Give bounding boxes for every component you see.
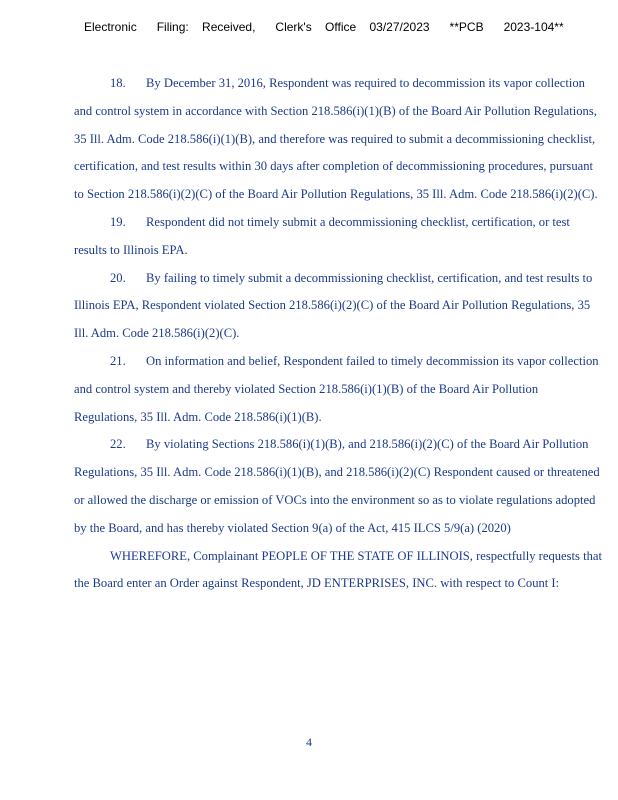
document-body <box>74 70 604 598</box>
paragraph-number: 21. <box>110 353 126 368</box>
paragraph-18 <box>74 70 604 209</box>
paragraph-22 <box>74 431 604 542</box>
page-number: 4 <box>306 735 312 749</box>
paragraph-text: On information and belief, Respondent failed to timely decommission its vapor collection and control system and thereby violated Section 218.586(i)(1)(B) of the Board Air Pollution Regulations, 35 Ill. Adm. Code 218.586(i)(1)(B). <box>74 353 599 424</box>
paragraph-text: Respondent did not timely submit a decommissioning checklist, certification, or test results to Illinois EPA. <box>74 214 570 257</box>
paragraph-number: 18. <box>110 76 126 90</box>
paragraph-text: By violating Sections 218.586(i)(1)(B), and 218.586(i)(2)(C) of the Board Air Pollution Regulations, 35 Ill. Adm. Code 218.586(i)(1)(B), and 218.586(i)(2)(C) Respondent caused or threatened or allowed the discharge or emission of VOCs into the environment so as to violate regulations adopted by the Board, and has thereby violated Section 9(a) of the Act, 415 ILCS 5/9(a) (2020) <box>74 437 600 535</box>
paragraph-19 <box>74 209 604 265</box>
paragraph-20 <box>74 265 604 348</box>
paragraph-text: By December 31, 2016, Respondent was required to decommission its vapor collection and control system in accordance with Section 218.586(i)(1)(B) of the Board Air Pollution Regulations, 35 Ill. Adm. Code 218.586(i)(1)(B), and therefore was required to submit a decommissioning checklist, certification, and test results within 30 days after completion of decommissioning procedures, pursuant to Section 218.586(i)(2)(C) of the Board Air Pollution Regulations, 35 Ill. Adm. Code 218.586(i)(2)(C). <box>74 76 598 202</box>
paragraph-text: By failing to timely submit a decommissioning checklist, certification, and test results to Illinois EPA, Respondent violated Section 218.586(i)(2)(C) of the Board Air Pollution Regulations, 35 Ill. Adm. Code 218.586(i)(2)(C). <box>74 270 593 341</box>
paragraph-number: 19. <box>110 214 126 229</box>
efiling-header: Electronic Filing: Received, Clerk's Office 03/27/2023 **PCB 2023-104** <box>84 20 564 34</box>
wherefore-clause: WHEREFORE, Complainant PEOPLE OF THE STATE OF ILLINOIS, respectfully requests that the Board enter an Order against Respondent, JD ENTERPRISES, INC. with respect to Count I: <box>74 548 602 591</box>
paragraph-21 <box>74 348 604 431</box>
paragraph-number: 22. <box>110 437 126 452</box>
paragraph-number: 20. <box>110 270 126 285</box>
